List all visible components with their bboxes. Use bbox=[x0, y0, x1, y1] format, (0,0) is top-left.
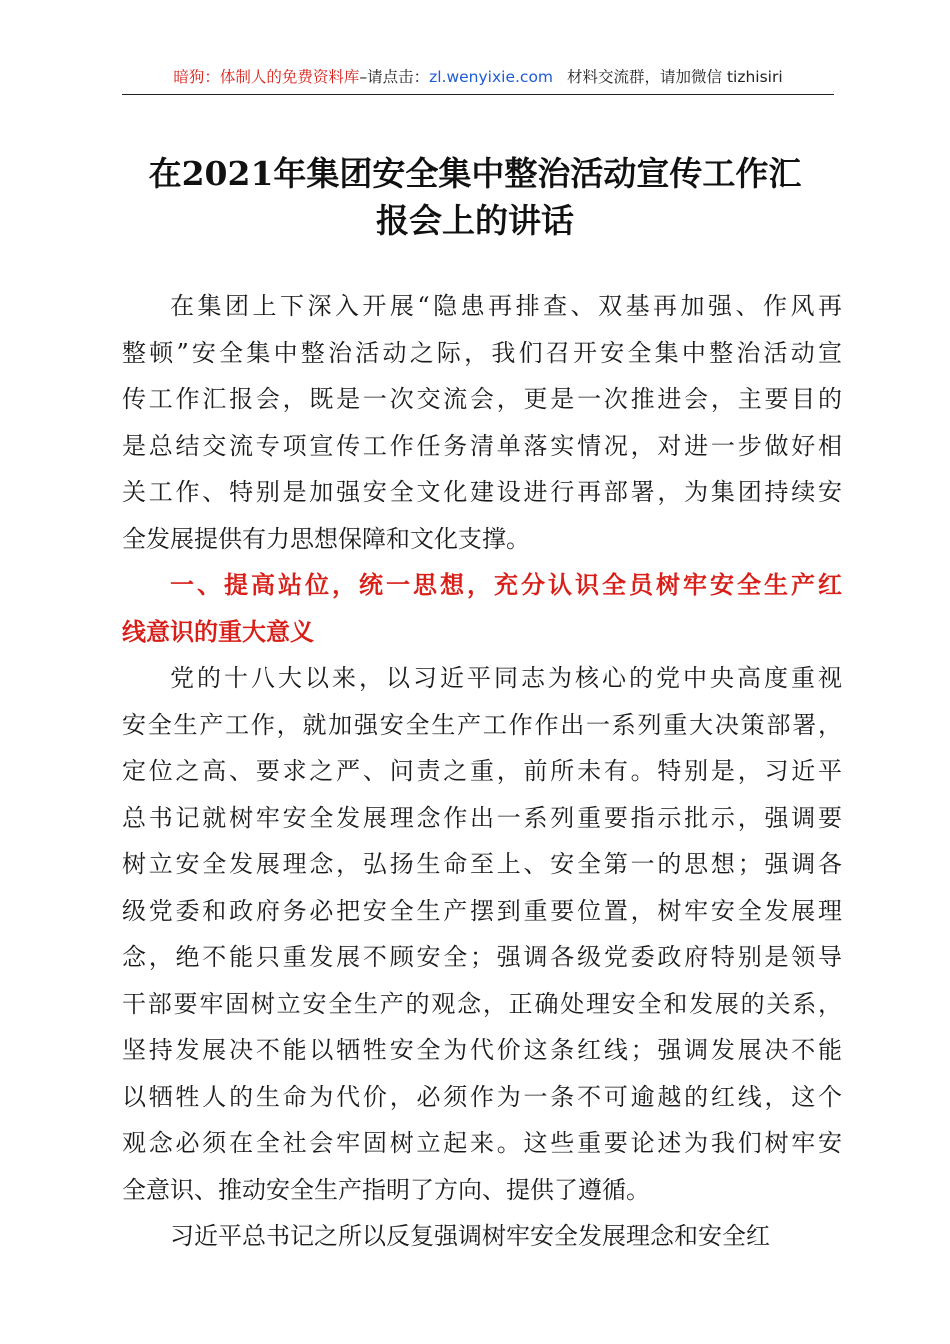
page-header bbox=[122, 64, 834, 95]
section-paragraph-2 bbox=[122, 1213, 842, 1260]
text-line: 传工作汇报会，既是一次交流会，更是一次推进会，主要目的 bbox=[122, 385, 842, 413]
header-click-prompt: –请点击： bbox=[359, 68, 430, 86]
text-line: 全意识、推动安全生产指明了方向、提供了遵循。 bbox=[122, 1175, 650, 1204]
section-paragraph-1 bbox=[122, 655, 842, 1213]
heading-line: 一、提高站位，统一思想，充分认识全员树牢安全生产红 bbox=[170, 571, 842, 599]
text-line: 整顿”安全集中整治活动之际，我们召开安全集中整治活动宣 bbox=[122, 338, 842, 367]
title-line-1: 在2021年集团安全集中整治活动宣传工作汇 bbox=[148, 154, 802, 193]
text-line: 坚持发展决不能以牺牲安全为代价这条红线；强调发展决不能 bbox=[122, 1036, 842, 1064]
heading-line: 线意识的重大意义 bbox=[122, 617, 314, 646]
header-url-link[interactable]: zl.wenyixie.com bbox=[429, 68, 554, 86]
text-line: 级党委和政府务必把安全生产摆到重要位置，树牢安全发展理 bbox=[122, 896, 842, 925]
text-line: 观念必须在全社会牢固树立起来。这些重要论述为我们树牢安 bbox=[122, 1129, 842, 1157]
text-line: 全发展提供有力思想保障和文化支撑。 bbox=[122, 524, 530, 553]
header-contact: 材料交流群，请加微信 tizhisiri bbox=[567, 68, 783, 86]
text-line: 树立安全发展理念，弘扬生命至上、安全第一的思想；强调各 bbox=[122, 850, 842, 878]
header-brand: 暗狗：体制人的免费资料库 bbox=[173, 68, 360, 86]
text-line: 在集团上下深入开展“隐患再排查、双基再加强、作风再 bbox=[170, 292, 842, 320]
text-line: 念，绝不能只重发展不顾安全；强调各级党委政府特别是领导 bbox=[122, 943, 842, 971]
text-line: 以牺牲人的生命为代价，必须作为一条不可逾越的红线，这个 bbox=[122, 1082, 842, 1111]
text-line: 是总结交流专项宣传工作任务清单落实情况，对进一步做好相 bbox=[122, 431, 842, 460]
text-line: 干部要牢固树立安全生产的观念，正确处理安全和发展的关系， bbox=[122, 989, 842, 1018]
text-line: 安全生产工作，就加强安全生产工作作出一系列重大决策部署， bbox=[122, 710, 842, 739]
section-heading bbox=[122, 562, 842, 655]
title-line-2: 报会上的讲话 bbox=[376, 201, 574, 240]
text-line: 总书记就树牢安全发展理念作出一系列重要指示批示，强调要 bbox=[122, 803, 842, 832]
text-line: 关工作、特别是加强安全文化建设进行再部署，为集团持续安 bbox=[122, 478, 842, 506]
document-title bbox=[100, 150, 850, 244]
text-line: 习近平总书记之所以反复强调树牢安全发展理念和安全红 bbox=[170, 1222, 770, 1250]
intro-paragraph bbox=[122, 283, 842, 562]
text-line: 定位之高、要求之严、问责之重，前所未有。特别是，习近平 bbox=[122, 757, 842, 785]
text-line: 党的十八大以来，以习近平同志为核心的党中央高度重视 bbox=[170, 664, 842, 692]
